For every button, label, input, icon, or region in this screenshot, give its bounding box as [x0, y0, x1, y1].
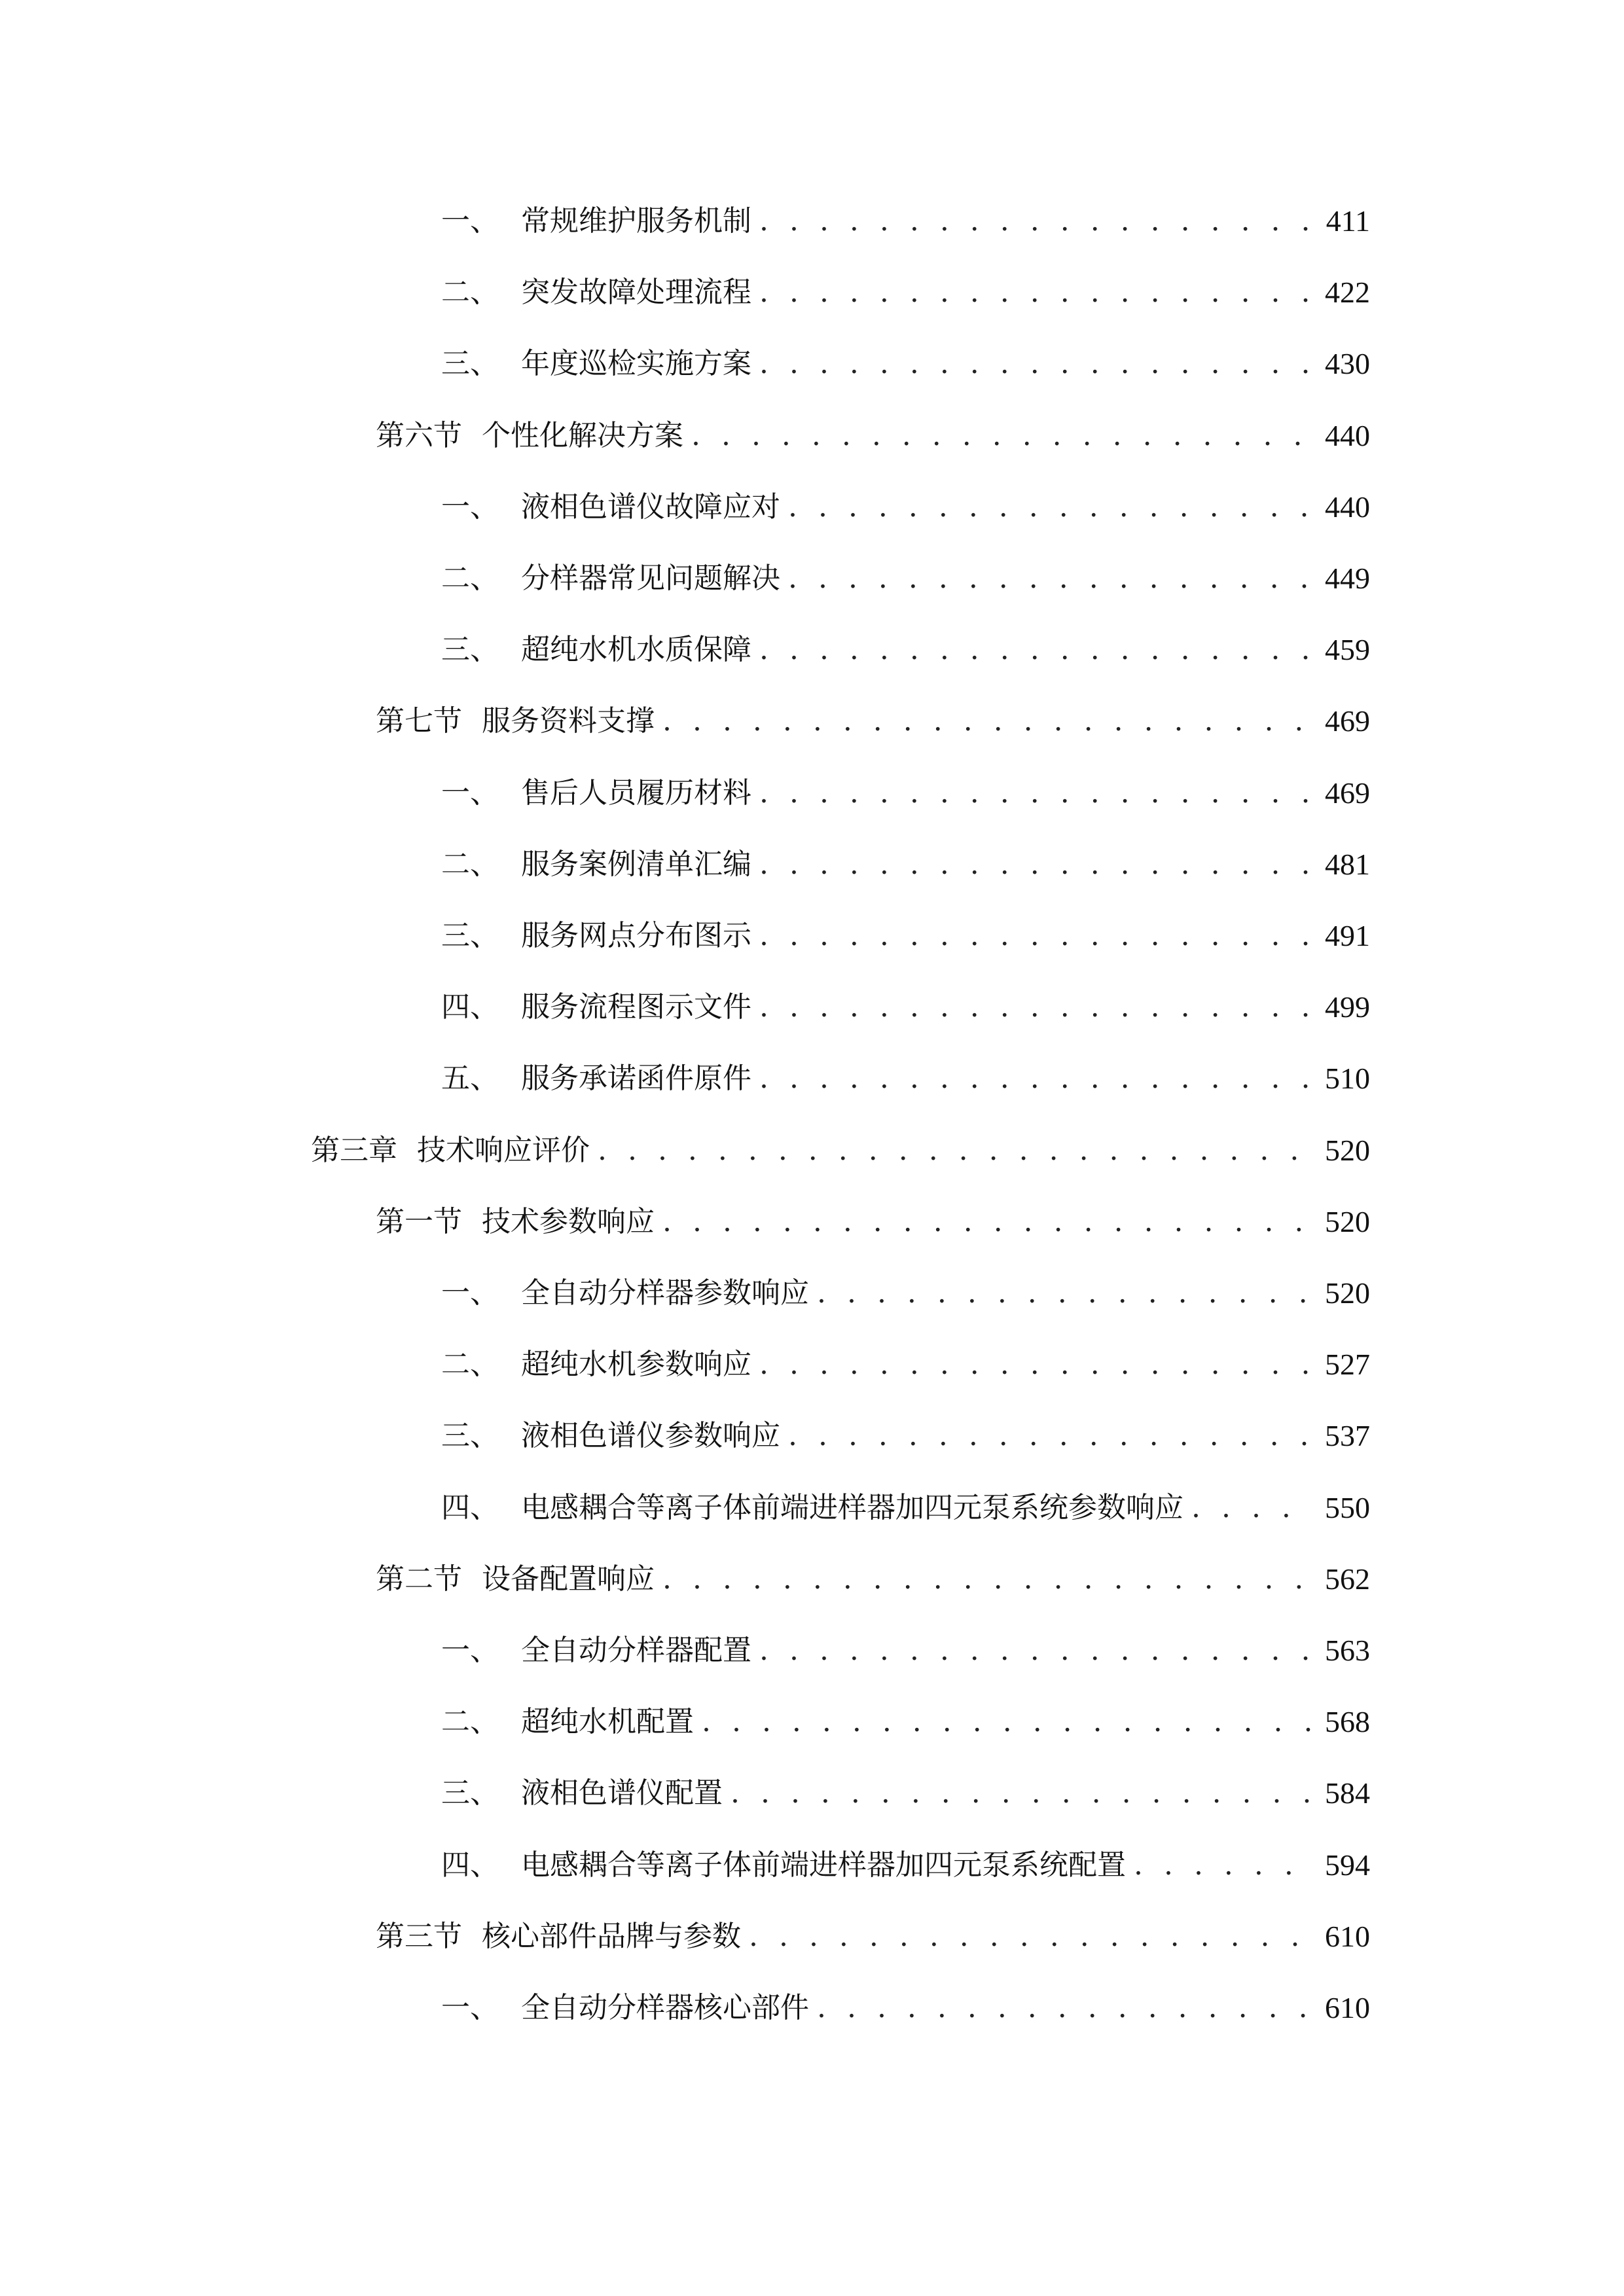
entry-page-number: 481	[1325, 848, 1370, 881]
entry-title: 年度巡检实施方案	[521, 347, 751, 380]
entry-title: 售后人员履历材料	[521, 776, 751, 810]
entry-number: 一、	[441, 490, 499, 524]
dot-leader	[759, 1346, 1313, 1383]
entry-title: 服务网点分布图示	[521, 919, 751, 952]
toc-entry[interactable]	[441, 1480, 1370, 1526]
entry-title: 技术响应评价	[417, 1134, 590, 1167]
entry-number: 三、	[441, 1776, 499, 1810]
toc-entry[interactable]	[441, 194, 1370, 240]
entry-page-number: 491	[1325, 919, 1370, 952]
entry-title: 技术参数响应	[482, 1205, 655, 1238]
entry-page-number: 469	[1325, 776, 1370, 810]
toc-entry[interactable]	[441, 1766, 1370, 1812]
toc-entry[interactable]	[441, 1695, 1370, 1740]
entry-number: 第三节	[376, 1920, 462, 1953]
entry-page-number: 527	[1325, 1348, 1370, 1381]
dot-leader	[759, 274, 1313, 311]
entry-number: 一、	[441, 1991, 499, 2024]
entry-number: 三、	[441, 1419, 499, 1452]
toc-entry[interactable]	[376, 1552, 1370, 1598]
dot-leader	[662, 1561, 1313, 1598]
entry-number: 第七节	[376, 704, 462, 738]
dot-leader	[817, 1275, 1313, 1312]
dot-leader	[759, 1060, 1313, 1097]
entry-page-number: 537	[1325, 1419, 1370, 1452]
toc-entry[interactable]	[376, 1909, 1370, 1955]
toc-entry[interactable]	[441, 1981, 1370, 2026]
dot-leader	[598, 1132, 1313, 1169]
toc-entry[interactable]	[441, 980, 1370, 1026]
entry-number: 一、	[441, 1634, 499, 1667]
entry-title: 分样器常见问题解决	[521, 562, 780, 595]
entry-title: 全自动分样器核心部件	[521, 1991, 809, 2024]
toc-entry[interactable]	[441, 265, 1370, 311]
entry-number: 二、	[441, 848, 499, 881]
entry-page-number: 411	[1326, 204, 1370, 238]
entry-page-number: 449	[1325, 562, 1370, 595]
dot-leader	[759, 203, 1314, 240]
toc-entry[interactable]	[441, 1408, 1370, 1454]
entry-title: 电感耦合等离子体前端进样器加四元泵系统参数响应	[521, 1491, 1183, 1524]
entry-number: 四、	[441, 1848, 499, 1882]
dot-leader	[1191, 1490, 1313, 1526]
entry-page-number: 510	[1325, 1062, 1370, 1095]
entry-title: 液相色谱仪配置	[521, 1776, 723, 1810]
toc-entry[interactable]	[441, 336, 1370, 382]
dot-leader	[759, 846, 1313, 883]
toc-entry[interactable]	[441, 837, 1370, 883]
entry-number: 二、	[441, 276, 499, 309]
entry-number: 第三章	[311, 1134, 397, 1167]
toc-entry[interactable]	[441, 1051, 1370, 1097]
toc-entry[interactable]	[441, 622, 1370, 668]
toc-entry[interactable]	[376, 408, 1370, 454]
toc-entry[interactable]	[441, 551, 1370, 597]
entry-title: 液相色谱仪故障应对	[521, 490, 780, 524]
dot-leader	[788, 1418, 1313, 1454]
entry-page-number: 550	[1325, 1491, 1370, 1524]
entry-number: 一、	[441, 776, 499, 810]
entry-title: 全自动分样器配置	[521, 1634, 751, 1667]
dot-leader	[759, 1632, 1313, 1669]
entry-title: 突发故障处理流程	[521, 276, 751, 309]
dot-leader	[1134, 1847, 1313, 1884]
toc-entry[interactable]	[441, 1623, 1370, 1669]
entry-number: 一、	[441, 1276, 499, 1310]
entry-title: 设备配置响应	[482, 1562, 655, 1596]
entry-title: 个性化解决方案	[482, 419, 683, 452]
entry-title: 超纯水机水质保障	[521, 633, 751, 666]
entry-page-number: 563	[1325, 1634, 1370, 1667]
dot-leader	[662, 1204, 1313, 1240]
dot-leader	[788, 489, 1313, 526]
entry-title: 液相色谱仪参数响应	[521, 1419, 780, 1452]
dot-leader	[702, 1704, 1313, 1740]
entry-number: 一、	[441, 204, 499, 238]
dot-leader	[759, 989, 1313, 1026]
entry-page-number: 430	[1325, 347, 1370, 380]
entry-page-number: 469	[1325, 704, 1370, 738]
toc-entry[interactable]	[376, 1194, 1370, 1240]
entry-page-number: 568	[1325, 1705, 1370, 1738]
entry-number: 四、	[441, 990, 499, 1024]
entry-number: 三、	[441, 633, 499, 666]
dot-leader	[691, 418, 1313, 454]
toc-entry[interactable]	[441, 480, 1370, 526]
dot-leader	[817, 1990, 1313, 2026]
entry-number: 二、	[441, 562, 499, 595]
entry-page-number: 459	[1325, 633, 1370, 666]
dot-leader	[759, 632, 1313, 668]
entry-page-number: 520	[1325, 1205, 1370, 1238]
toc-entry[interactable]	[441, 1266, 1370, 1312]
entry-title: 超纯水机配置	[521, 1705, 694, 1738]
entry-title: 服务资料支撑	[482, 704, 655, 738]
entry-page-number: 440	[1325, 419, 1370, 452]
entry-title: 电感耦合等离子体前端进样器加四元泵系统配置	[521, 1848, 1126, 1882]
entry-number: 五、	[441, 1062, 499, 1095]
entry-title: 服务案例清单汇编	[521, 848, 751, 881]
entry-page-number: 520	[1325, 1276, 1370, 1310]
dot-leader	[749, 1918, 1313, 1955]
entry-number: 第一节	[376, 1205, 462, 1238]
toc-entry[interactable]	[441, 908, 1370, 954]
toc-entry[interactable]	[441, 1838, 1370, 1884]
dot-leader	[759, 346, 1313, 382]
entry-title: 超纯水机参数响应	[521, 1348, 751, 1381]
toc-entry[interactable]	[311, 1123, 1370, 1169]
entry-number: 第二节	[376, 1562, 462, 1596]
entry-title: 全自动分样器参数响应	[521, 1276, 809, 1310]
dot-leader	[731, 1775, 1313, 1812]
entry-title: 常规维护服务机制	[521, 204, 751, 238]
entry-page-number: 520	[1325, 1134, 1370, 1167]
entry-page-number: 610	[1325, 1991, 1370, 2024]
toc-entry[interactable]	[441, 1337, 1370, 1383]
entry-title: 服务承诺函件原件	[521, 1062, 751, 1095]
entry-page-number: 499	[1325, 990, 1370, 1024]
toc-entry[interactable]	[376, 694, 1370, 740]
entry-title: 核心部件品牌与参数	[482, 1920, 741, 1953]
entry-number: 三、	[441, 919, 499, 952]
dot-leader	[662, 703, 1313, 740]
entry-number: 四、	[441, 1491, 499, 1524]
entry-page-number: 440	[1325, 490, 1370, 524]
toc-entry[interactable]	[441, 766, 1370, 812]
entry-number: 第六节	[376, 419, 462, 452]
entry-title: 服务流程图示文件	[521, 990, 751, 1024]
dot-leader	[759, 775, 1313, 812]
entry-page-number: 584	[1325, 1776, 1370, 1810]
dot-leader	[759, 918, 1313, 954]
dot-leader	[788, 560, 1313, 597]
entry-page-number: 610	[1325, 1920, 1370, 1953]
entry-number: 二、	[441, 1348, 499, 1381]
entry-page-number: 562	[1325, 1562, 1370, 1596]
entry-number: 三、	[441, 347, 499, 380]
entry-page-number: 594	[1325, 1848, 1370, 1882]
entry-page-number: 422	[1325, 276, 1370, 309]
entry-number: 二、	[441, 1705, 499, 1738]
